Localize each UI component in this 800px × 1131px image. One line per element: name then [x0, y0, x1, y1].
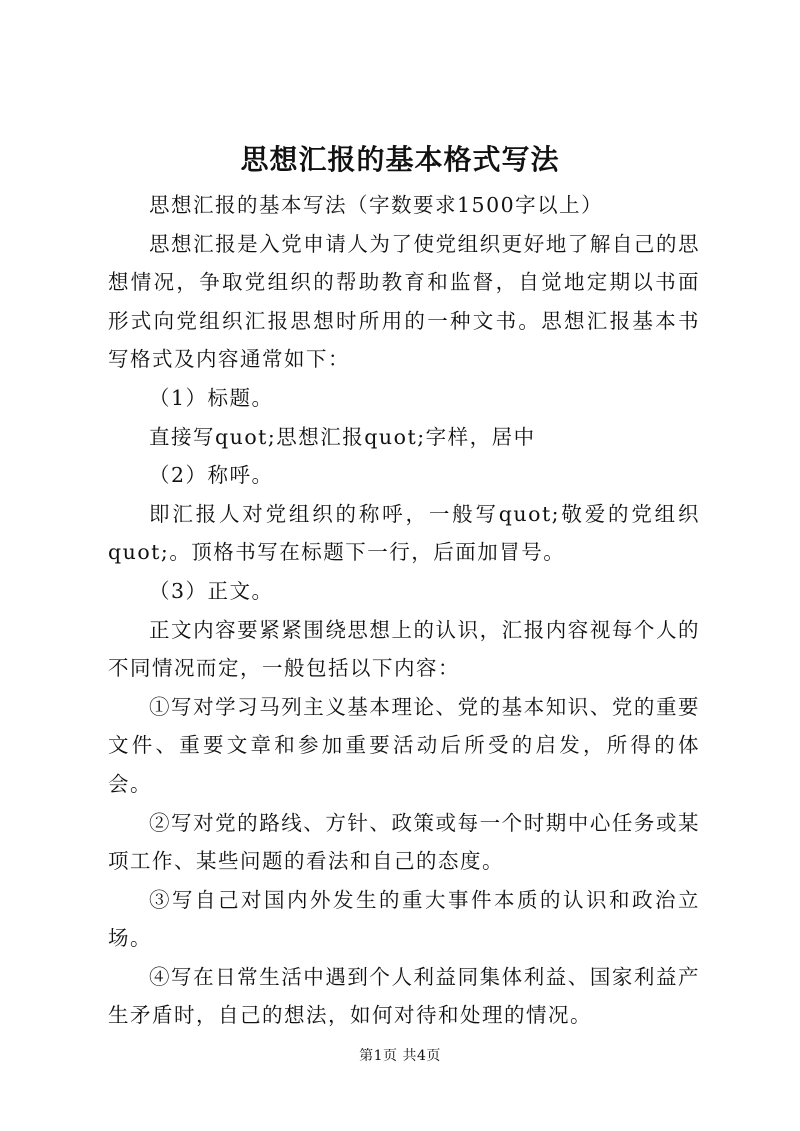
paragraph-item-3: ③写自己对国内外发生的重大事件本质的认识和政治立场。	[108, 887, 700, 951]
paragraph-title-desc: 直接写quot;思想汇报quot;字样，居中	[149, 424, 536, 449]
paragraph-item-2: ②写对党的路线、方针、政策或每一个时期中心任务或某项工作、某些问题的看法和自己的态度。	[108, 810, 700, 874]
page-number-footer: 第1页 共4页	[359, 1048, 441, 1064]
paragraph-salutation-desc: 即汇报人对党组织的称呼，一般写quot;敬爱的党组织quot;。顶格书写在标题下一行，后面加冒号。	[108, 501, 700, 565]
paragraph-subtitle: 思想汇报的基本写法（字数要求1500字以上）	[149, 193, 604, 217]
paragraph-body-desc: 正文内容要紧紧围绕思想上的认识，汇报内容视每个人的不同情况而定，一般包括以下内容：	[108, 617, 700, 681]
document-title: 思想汇报的基本格式写法	[240, 143, 560, 176]
paragraph-intro: 思想汇报是入党申请人为了使党组织更好地了解自己的思想情况，争取党组织的帮助教育和监督，自觉地定期以书面形式向党组织汇报思想时所用的一种文书。思想汇报基本书写格式及内容通常如下：	[108, 231, 700, 372]
paragraph-heading-body: （3）正文。	[149, 578, 274, 603]
paragraph-item-1: ①写对学习马列主义基本理论、党的基本知识、党的重要文件、重要文章和参加重要活动后所受的启发，所得的体会。	[108, 694, 700, 796]
paragraph-item-4: ④写在日常生活中遇到个人利益同集体利益、国家利益产生矛盾时，自己的想法，如何对待和处理的情况。	[108, 964, 700, 1028]
paragraph-heading-title: （1）标题。	[149, 385, 274, 410]
document-body	[108, 186, 700, 1035]
paragraph-heading-salutation: （2）称呼。	[149, 463, 274, 488]
